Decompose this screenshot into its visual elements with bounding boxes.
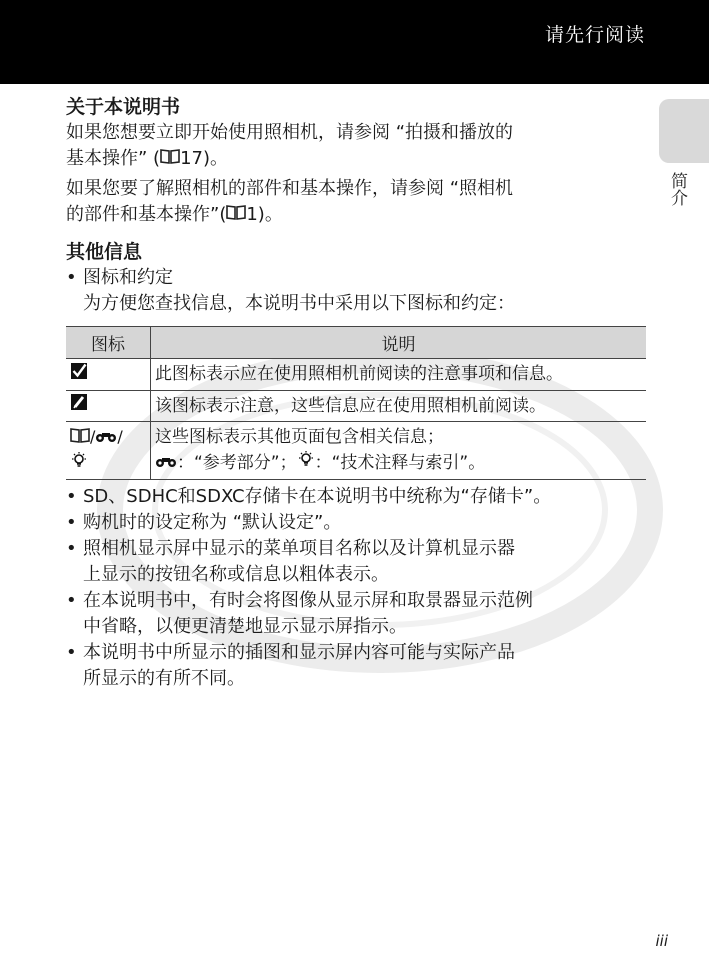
section-tab [659,99,709,163]
icon-separator: / [90,427,96,446]
section-tab-label: 简介 [667,172,687,206]
about-para1-line2a: 基本操作” ( [66,148,161,169]
bullet-dot: • [66,267,77,288]
bullet-text: 照相机显示屏中显示的菜单项目名称以及计算机显示器 [83,538,515,559]
check-box-icon [70,362,88,388]
icons-intro-text: 为方便您查找信息，本说明书中采用以下图标和约定： [83,293,515,314]
icons-table [66,326,646,480]
about-para2-line2a: 的部件和基本操作”( [66,204,227,225]
table-cell-description: 这些图标表示其他页面包含相关信息； [155,427,444,447]
list-item [66,536,646,588]
about-para2-line2b: 1)。 [246,204,283,225]
about-heading: 关于本说明书 [66,96,181,118]
book-reference-icon [226,202,246,228]
bullet-text: SD、SDHC和SDXC存储卡在本说明书中统称为“存储卡”。 [83,486,552,507]
lightbulb-icon [297,450,315,476]
bullet-dot: • [66,538,77,559]
table-row [66,359,646,391]
book-icon [70,425,90,451]
bullet-text: 所显示的有所不同。 [83,668,245,689]
binoculars-icon [95,425,117,451]
table-header-row [66,327,646,359]
table-row [66,422,646,480]
table-row [66,390,646,422]
about-para2-line1: 如果您要了解照相机的部件和基本操作，请参阅 “照相机 [66,178,514,199]
table-cell-description: 此图标表示应在使用照相机前阅读的注意事项和信息。 [151,359,647,391]
lightbulb-icon [70,451,88,477]
bullet-dot: • [66,512,77,533]
bullet-dot: • [66,590,77,611]
page-number: iii [655,932,668,950]
about-para1-line2b: 17)。 [180,148,229,169]
about-paragraph-1 [66,120,646,172]
list-item [66,588,646,640]
binoculars-icon [155,450,177,476]
page-header-bar [0,0,709,84]
bullet-text: 在本说明书中，有时会将图像从显示屏和取景器显示范例 [83,590,533,611]
icon-separator: / [117,427,123,446]
pencil-note-icon [70,393,88,419]
bullet-dot: • [66,642,77,663]
main-content [66,95,646,692]
about-paragraph-2 [66,176,646,228]
book-reference-icon [160,146,180,172]
header-title: 请先行阅读 [544,24,645,46]
table-cell-description: 该图标表示注意，这些信息应在使用照相机前阅读。 [151,390,647,422]
table-header-icon: 图标 [66,327,151,359]
bullet-text: 上显示的按钮名称或信息以粗体表示。 [83,564,389,585]
bullet-text: 购机时的设定称为 “默认设定”。 [83,512,342,533]
list-item [66,510,646,536]
bullet-dot: • [66,486,77,507]
table-cell-text: ：“参考部分”； [177,453,297,473]
list-item [66,484,646,510]
table-header-description: 说明 [151,327,647,359]
list-item [66,265,646,291]
bullet-text: 本说明书中所显示的插图和显示屏内容可能与实际产品 [83,642,515,663]
bullet-text: 图标和约定 [83,267,173,288]
list-item [66,640,646,692]
bullet-text: 中省略，以便更清楚地显示显示屏指示。 [83,616,407,637]
other-info-heading: 其他信息 [66,241,143,263]
table-cell-text: ：“技术注释与索引”。 [314,453,486,473]
about-para1-line1: 如果您想要立即开始使用照相机，请参阅 “拍摄和播放的 [66,122,514,143]
